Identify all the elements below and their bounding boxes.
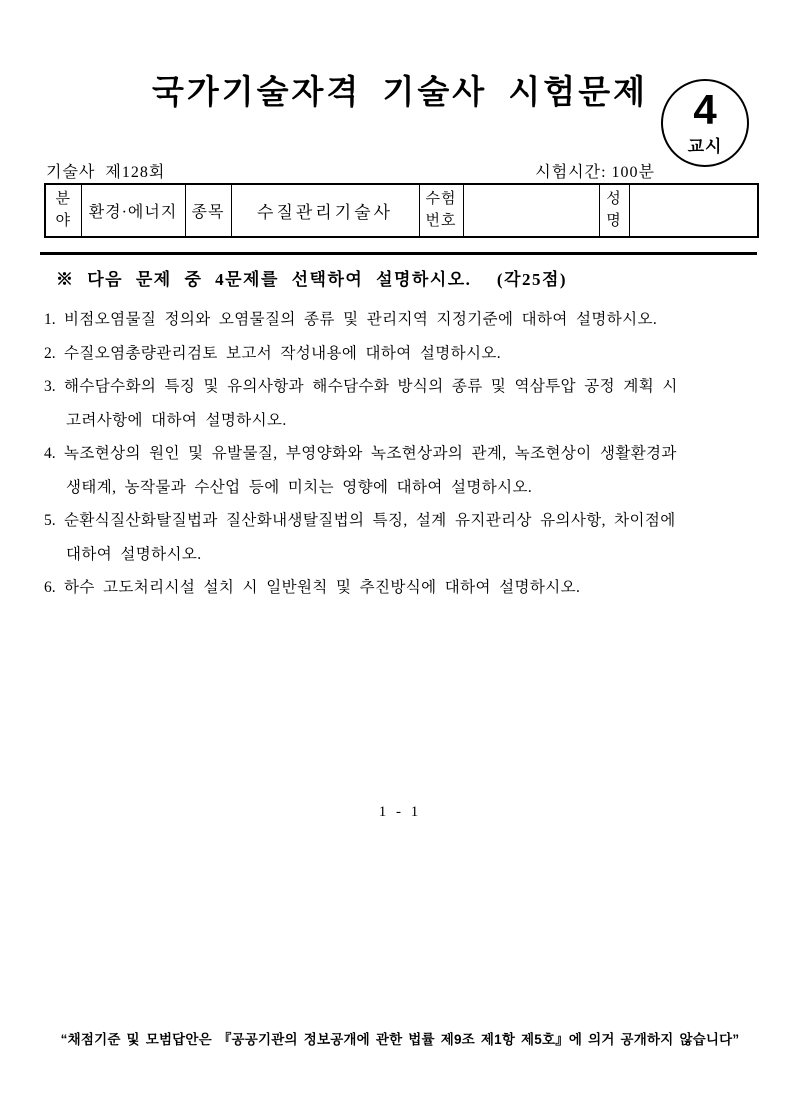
field-value-cell: 환경·에너지	[81, 184, 185, 237]
question-number: 5.	[44, 512, 56, 529]
exam-time-text: 시험시간: 100분	[535, 164, 655, 181]
footer-note: “채점기준 및 모범답안은 『공공기관의 정보공개에 관한 법률 제9조 제1항 제5호』에 의거 공개하지 않습니다”	[60, 1032, 740, 1047]
name-label-cell: 성명	[599, 184, 629, 237]
examinee-label-cell: 수험번호	[419, 184, 463, 237]
question-number: 4.	[44, 445, 56, 462]
question-number: 1.	[44, 311, 56, 328]
question-item-1	[44, 303, 760, 337]
meta-row	[44, 159, 757, 181]
question-text: 수질오염총량관리검토 보고서 작성내용에 대하여 설명하시오.	[64, 344, 502, 362]
candidate-info-table	[44, 183, 759, 238]
field-label-cell: 분야	[45, 184, 81, 237]
exam-round-text: 기술사 제128회	[46, 164, 166, 181]
question-number: 6.	[44, 579, 56, 596]
session-number: 4	[693, 86, 717, 133]
examinee-number-cell	[463, 184, 599, 237]
question-text: 녹조현상의 원인 및 유발물질, 부영양화와 녹조현상과의 관계, 녹조현상이 생활환경과	[64, 445, 677, 462]
instruction-text: ※ 다음 문제 중 4문제를 선택하여 설명하시오. (각25점)	[56, 270, 568, 289]
question-text: 생태계, 농작물과 수산업 등에 미치는 영향에 대하여 설명하시오.	[66, 478, 533, 496]
question-item-2	[44, 337, 760, 371]
question-item-6	[44, 571, 760, 605]
section-divider	[40, 252, 757, 255]
question-text: 비점오염물질 정의와 오염물질의 종류 및 관리지역 지정기준에 대하여 설명하시오.	[64, 311, 658, 328]
question-number: 2.	[44, 344, 56, 362]
question-number: 3.	[44, 378, 56, 395]
name-value-cell	[629, 184, 758, 237]
question-text: 순환식질산화탈질법과 질산화내생탈질법의 특징, 설계 유지관리상 유의사항, 차이점에	[64, 512, 676, 529]
question-text: 해수담수화의 특징 및 유의사항과 해수담수화 방식의 종류 및 역삼투압 공정 계획 시	[64, 378, 678, 395]
page-number: 1 - 1	[378, 804, 422, 820]
question-item-5	[44, 504, 760, 571]
question-text: 고려사항에 대하여 설명하시오.	[66, 411, 287, 429]
session-badge	[661, 79, 749, 167]
question-list	[44, 303, 760, 605]
question-text: 하수 고도처리시설 설치 시 일반원칙 및 추진방식에 대하여 설명하시오.	[64, 579, 581, 596]
question-item-3	[44, 370, 760, 437]
session-label: 교시	[687, 137, 723, 156]
question-item-4	[44, 437, 760, 504]
category-value-cell: 수질관리기술사	[231, 184, 419, 237]
page-title: 국가기술자격 기술사 시험문제	[152, 75, 648, 111]
category-label-cell: 종목	[185, 184, 231, 237]
question-text: 대하여 설명하시오.	[66, 545, 202, 563]
